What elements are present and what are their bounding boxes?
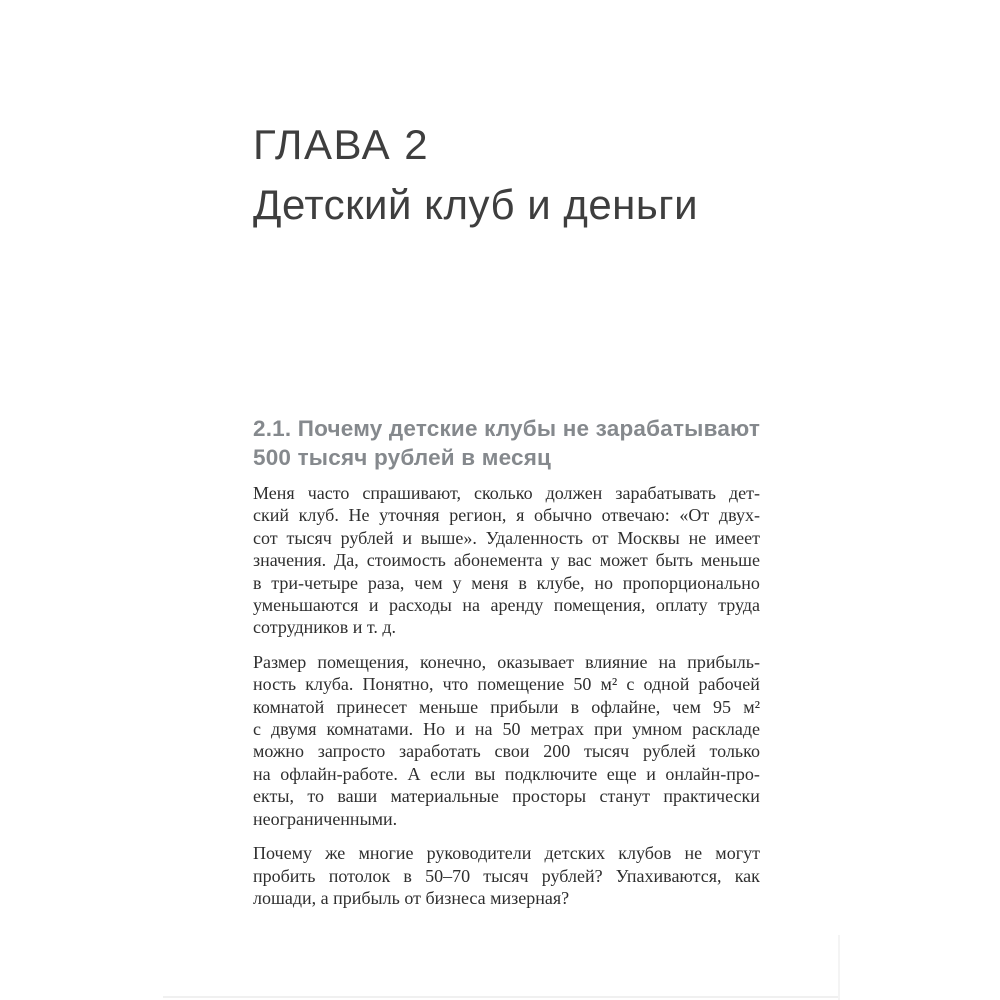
page-bottom-divider	[163, 996, 838, 998]
text-line: с двумя комнатами. Но и на 50 метрах при умном раскладе	[253, 719, 760, 740]
text-line: лошади, а прибыль от бизнеса мизерная?	[253, 887, 570, 908]
paragraph	[253, 842, 760, 909]
text-line: уменьшаются и расходы на аренду помещения, оплату труда	[253, 595, 760, 616]
text-line: в три-четыре раза, чем у меня в клубе, но пропорционально	[253, 572, 760, 593]
text-line: сотрудников и т. д.	[253, 617, 397, 638]
text-line: ский клуб. Не уточняя регион, я обычно отвечаю: «От двух-	[253, 505, 760, 526]
text-line: Почему же многие руководители детских клубов не могут	[253, 843, 760, 864]
text-line: неограниченными.	[253, 808, 398, 829]
body-text	[253, 482, 760, 921]
section-heading-line: 2.1. Почему детские клубы не зарабатывают	[253, 416, 761, 441]
text-line: на офлайн-работе. А если вы подключите еще и онлайн-про-	[253, 763, 760, 784]
text-line: значения. Да, стоимость абонемента у вас может быть меньше	[253, 550, 760, 571]
chapter-label: ГЛАВА 2	[253, 121, 430, 168]
text-line: Меня часто спрашивают, сколько должен зарабатывать дет-	[253, 483, 760, 503]
chapter-title: Детский клуб и деньги	[253, 181, 699, 228]
text-line: сот тысяч рублей и выше». Удаленность от Москвы не имеет	[253, 527, 760, 548]
text-line: можно запросто заработать свои 200 тысяч рублей только	[253, 741, 760, 762]
paragraph	[253, 651, 760, 830]
page-corner-divider	[838, 935, 840, 1000]
text-line: пробить потолок в 50–70 тысяч рублей? Упахиваются, как	[253, 865, 760, 886]
section-heading-line: 500 тысяч рублей в месяц	[253, 445, 552, 470]
paragraph	[253, 482, 760, 639]
page-content	[253, 0, 760, 1000]
section-heading	[253, 414, 760, 472]
text-line: екты, то ваши материальные просторы станут практически	[253, 786, 760, 807]
text-line: Размер помещения, конечно, оказывает влияние на прибыль-	[253, 651, 760, 672]
text-line: ность клуба. Понятно, что помещение 50 м² с одной рабочей	[253, 674, 760, 695]
text-line: комнатой принесет меньше прибыли в офлайне, чем 95 м²	[253, 696, 760, 717]
